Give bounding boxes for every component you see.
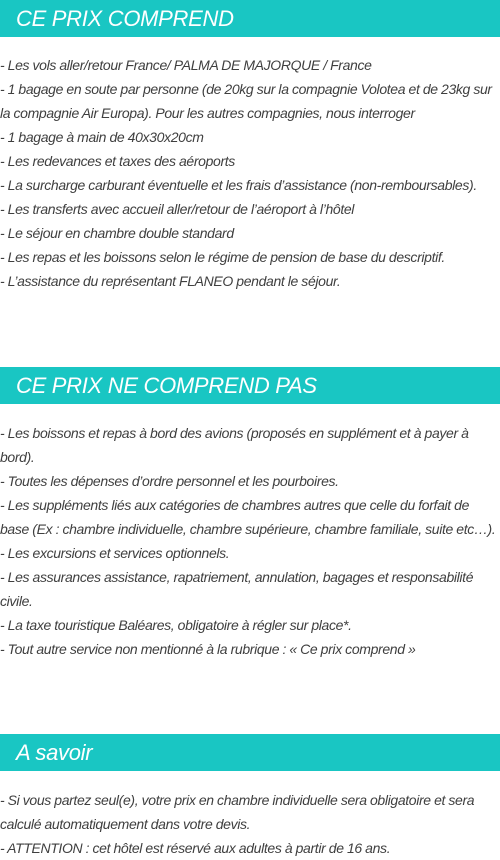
list-item: - Si vous partez seul(e), votre prix en chambre individuelle sera obligatoire et sera calculé automatiquement dans votre devis. [0, 792, 475, 832]
list-item: - Les transferts avec accueil aller/retour de l’aéroport à l’hôtel [0, 201, 355, 217]
list-item: - La taxe touristique Baléares, obligatoire à régler sur place*. [0, 617, 352, 633]
list-item: - Les assurances assistance, rapatriement, annulation, bagages et responsabilité civile. [0, 569, 474, 609]
section-price-excludes [0, 367, 500, 661]
section-title: A savoir [0, 734, 500, 771]
section-price-includes [0, 0, 500, 293]
section-good-to-know [0, 734, 500, 860]
list-item: - Tout autre service non mentionné à la rubrique : « Ce prix comprend » [0, 641, 416, 657]
includes-list [0, 53, 500, 293]
section-title: CE PRIX COMPREND [0, 0, 500, 37]
list-item: - Les suppléments liés aux catégories de chambres autres que celle du forfait de base (Ex : chambre individuelle, chambre supérieure, chambre familiale, suite etc…). [0, 497, 496, 537]
list-item: - Les vols aller/retour France/ PALMA DE MAJORQUE / France [0, 57, 372, 73]
list-item: - Les repas et les boissons selon le régime de pension de base du descriptif. [0, 249, 445, 265]
list-item: - Toutes les dépenses d’ordre personnel et les pourboires. [0, 473, 339, 489]
info-list [0, 788, 500, 860]
list-item: - Les excursions et services optionnels. [0, 545, 230, 561]
list-item: - 1 bagage en soute par personne (de 20kg sur la compagnie Volotea et de 23kg sur la compagnie Air Europa). Pour les autres compagnies, nous interroger [0, 81, 492, 121]
list-item: - Les redevances et taxes des aéroports [0, 153, 235, 169]
list-item: - Le séjour en chambre double standard [0, 225, 234, 241]
list-item: - ATTENTION : cet hôtel est réservé aux adultes à partir de 16 ans. [0, 840, 391, 856]
list-item: - La surcharge carburant éventuelle et les frais d’assistance (non-remboursables). [0, 177, 477, 193]
list-item: - Les boissons et repas à bord des avions (proposés en supplément et à payer à bord). [0, 425, 469, 465]
list-item: - 1 bagage à main de 40x30x20cm [0, 129, 204, 145]
section-title: CE PRIX NE COMPREND PAS [0, 367, 500, 404]
excludes-list [0, 421, 500, 661]
list-item: - L’assistance du représentant FLANEO pendant le séjour. [0, 273, 341, 289]
